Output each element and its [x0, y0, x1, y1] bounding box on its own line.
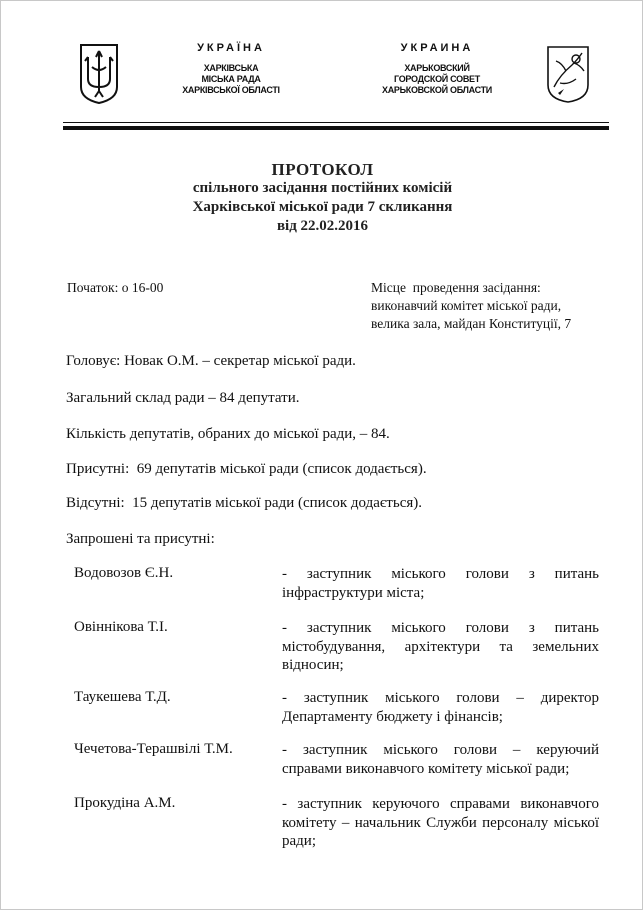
venue-line: велика зала, майдан Конституції, 7: [371, 316, 572, 331]
venue-line: виконавчий комітет міської ради,: [371, 298, 562, 313]
header-ukrainian: [151, 43, 311, 96]
header-divider-thin: [63, 122, 609, 123]
header-org-ua-line1: ХАРКІВСЬКА: [203, 63, 259, 73]
invited-person-name: Чечетова-Терашвілі Т.М.: [74, 741, 233, 757]
invited-person-role: - заступник міського голови – директор Департаменту бюджету і фінансів;: [282, 690, 599, 725]
header-divider-thick: [63, 126, 609, 130]
document-title: ПРОТОКОЛ: [271, 160, 374, 179]
venue-line: Місце проведення засідання:: [371, 280, 541, 295]
header-country-ru: УКРАИНА: [400, 42, 474, 54]
invited-heading: Запрошені та присутні:: [66, 531, 215, 547]
document-date: від 22.02.2016: [276, 218, 369, 234]
meeting-venue: [371, 279, 621, 333]
invited-person-role: - заступник міського голови з питань інфраструктури міста;: [282, 566, 599, 601]
invited-person-role: - заступник міського голови з питань містобудування, архітектури та земельних відносин;: [282, 620, 599, 673]
document-subtitle-line2: Харківської міської ради 7 скликання: [192, 199, 453, 215]
invited-person-name: Прокудіна А.М.: [74, 795, 176, 811]
header-org-ru-line3: ХАРЬКОВСКОЙ ОБЛАСТИ: [382, 85, 492, 95]
header-country-ua: УКРАЇНА: [197, 42, 265, 54]
elected-members-line: Кількість депутатів, обраних до міської ради, – 84.: [66, 426, 390, 442]
header-org-ru-line1: ХАРЬКОВСКИЙ: [404, 63, 470, 73]
absent-members-line: Відсутні: 15 депутатів міської ради (список додається).: [66, 495, 423, 511]
chairperson-line: Головує: Новак О.М. – секретар міської ради.: [66, 353, 356, 369]
invited-person-name: Овіннікова Т.І.: [74, 619, 168, 635]
present-members-line: Присутні: 69 депутатів міської ради (список додається).: [66, 461, 427, 477]
header-org-ru-line2: ГОРОДСКОЙ СОВЕТ: [394, 74, 480, 84]
document-subtitle-line1: спільного засідання постійних комісій: [192, 180, 453, 196]
invited-person-name: Таукешева Т.Д.: [74, 689, 171, 705]
meeting-start-time: Початок: о 16-00: [67, 280, 164, 295]
trident-coat-of-arms-icon: [79, 43, 119, 105]
header-org-ua-line3: ХАРКІВСЬКОЇ ОБЛАСТІ: [182, 85, 280, 95]
invited-person-role: - заступник міського голови – керуючий справами виконавчого комітету міської ради;: [282, 742, 599, 777]
invited-person-role: - заступник керуючого справами виконавчого комітету – начальник Служби персоналу міської ради;: [282, 796, 599, 849]
invited-person-name: Водовозов Є.Н.: [74, 565, 174, 581]
kharkiv-city-coat-of-arms-icon: [546, 45, 590, 103]
header-russian: [353, 43, 521, 96]
header-org-ua-line2: МІСЬКА РАДА: [201, 74, 261, 84]
total-members-line: Загальний склад ради – 84 депутати.: [66, 390, 300, 406]
